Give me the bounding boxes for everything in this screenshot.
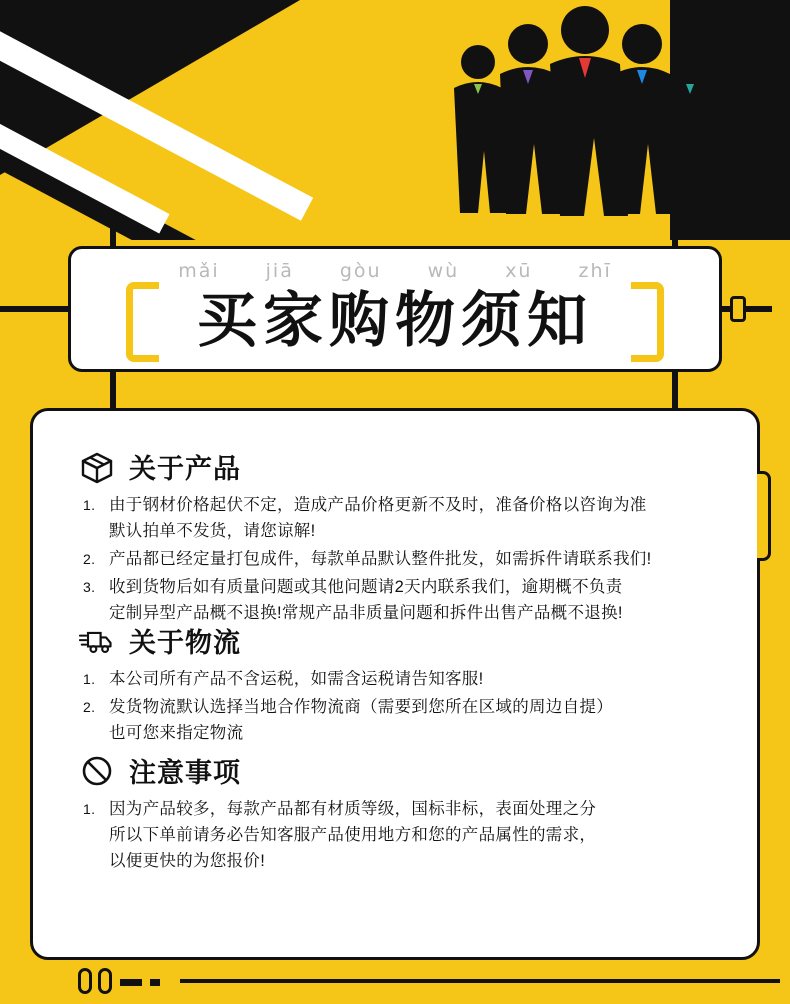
- list-item-text: 由于钢材价格起伏不定，造成产品价格更新不及时，准备价格以咨询为准 默认拍单不发货，请您谅解!: [109, 496, 647, 540]
- section-header: [79, 751, 729, 790]
- section-notice: [79, 751, 729, 876]
- dash-segment: [150, 979, 160, 986]
- list-item: [109, 666, 729, 692]
- plug-head-icon: [730, 296, 746, 322]
- section-item-list: [79, 492, 729, 626]
- section-header: [79, 621, 729, 660]
- pinyin-syllable: zhī: [578, 260, 612, 282]
- truck-icon: [79, 624, 115, 658]
- section-title: 关于产品: [129, 454, 241, 484]
- list-item: [109, 796, 729, 874]
- title-plaque: [68, 246, 722, 372]
- quote-mark-left: [78, 968, 92, 994]
- pinyin-syllable: wù: [427, 260, 460, 282]
- card-side-tab-decor: [757, 471, 771, 561]
- bottom-rule: [180, 979, 780, 983]
- list-item: [109, 546, 729, 572]
- header-banner: [0, 0, 790, 240]
- box-icon: [79, 450, 115, 484]
- section-logistics: [79, 621, 729, 748]
- pinyin-syllable: xū: [505, 260, 533, 282]
- plug-line-left: [0, 306, 70, 312]
- section-header: [79, 447, 729, 486]
- list-item-text: 发货物流默认选择当地合作物流商（需要到您所在区域的周边自提） 也可您来指定物流: [109, 698, 613, 742]
- warning-ban-icon: [79, 754, 115, 788]
- title-pinyin-row: [68, 260, 722, 282]
- section-item-list: [79, 796, 729, 874]
- bottom-quote-decor: [78, 968, 112, 994]
- dash-segment: [120, 979, 142, 986]
- pinyin-syllable: jiā: [265, 260, 294, 282]
- business-people-icon: [440, 0, 720, 235]
- page-title: 买家购物须知: [197, 287, 593, 354]
- quote-mark-right: [98, 968, 112, 994]
- pinyin-syllable: gòu: [339, 260, 382, 282]
- list-item: [109, 574, 729, 626]
- list-item-text: 收到货物后如有质量问题或其他问题请2天内联系我们，逾期概不负责 定制异型产品概不退换!常规产品非质量问题和拆件出售产品概不退换!: [109, 578, 623, 622]
- section-product: [79, 447, 729, 628]
- section-item-list: [79, 666, 729, 746]
- list-item-text: 本公司所有产品不含运税，如需含运税请告知客服!: [109, 670, 484, 688]
- pinyin-syllable: mǎi: [178, 260, 220, 282]
- content-card: [30, 408, 760, 960]
- bottom-dash-decor: [120, 979, 160, 986]
- list-item-text: 因为产品较多，每款产品都有材质等级，国标非标，表面处理之分 所以下单前请务必告知客服产品使用地方和您的产品属性的需求， 以便更快的为您报价!: [109, 800, 597, 870]
- list-item: [109, 694, 729, 746]
- list-item: [109, 492, 729, 544]
- section-title: 注意事项: [129, 758, 241, 788]
- list-item-text: 产品都已经定量打包成件，每款单品默认整件批发，如需拆件请联系我们!: [109, 550, 652, 568]
- section-title: 关于物流: [129, 628, 241, 658]
